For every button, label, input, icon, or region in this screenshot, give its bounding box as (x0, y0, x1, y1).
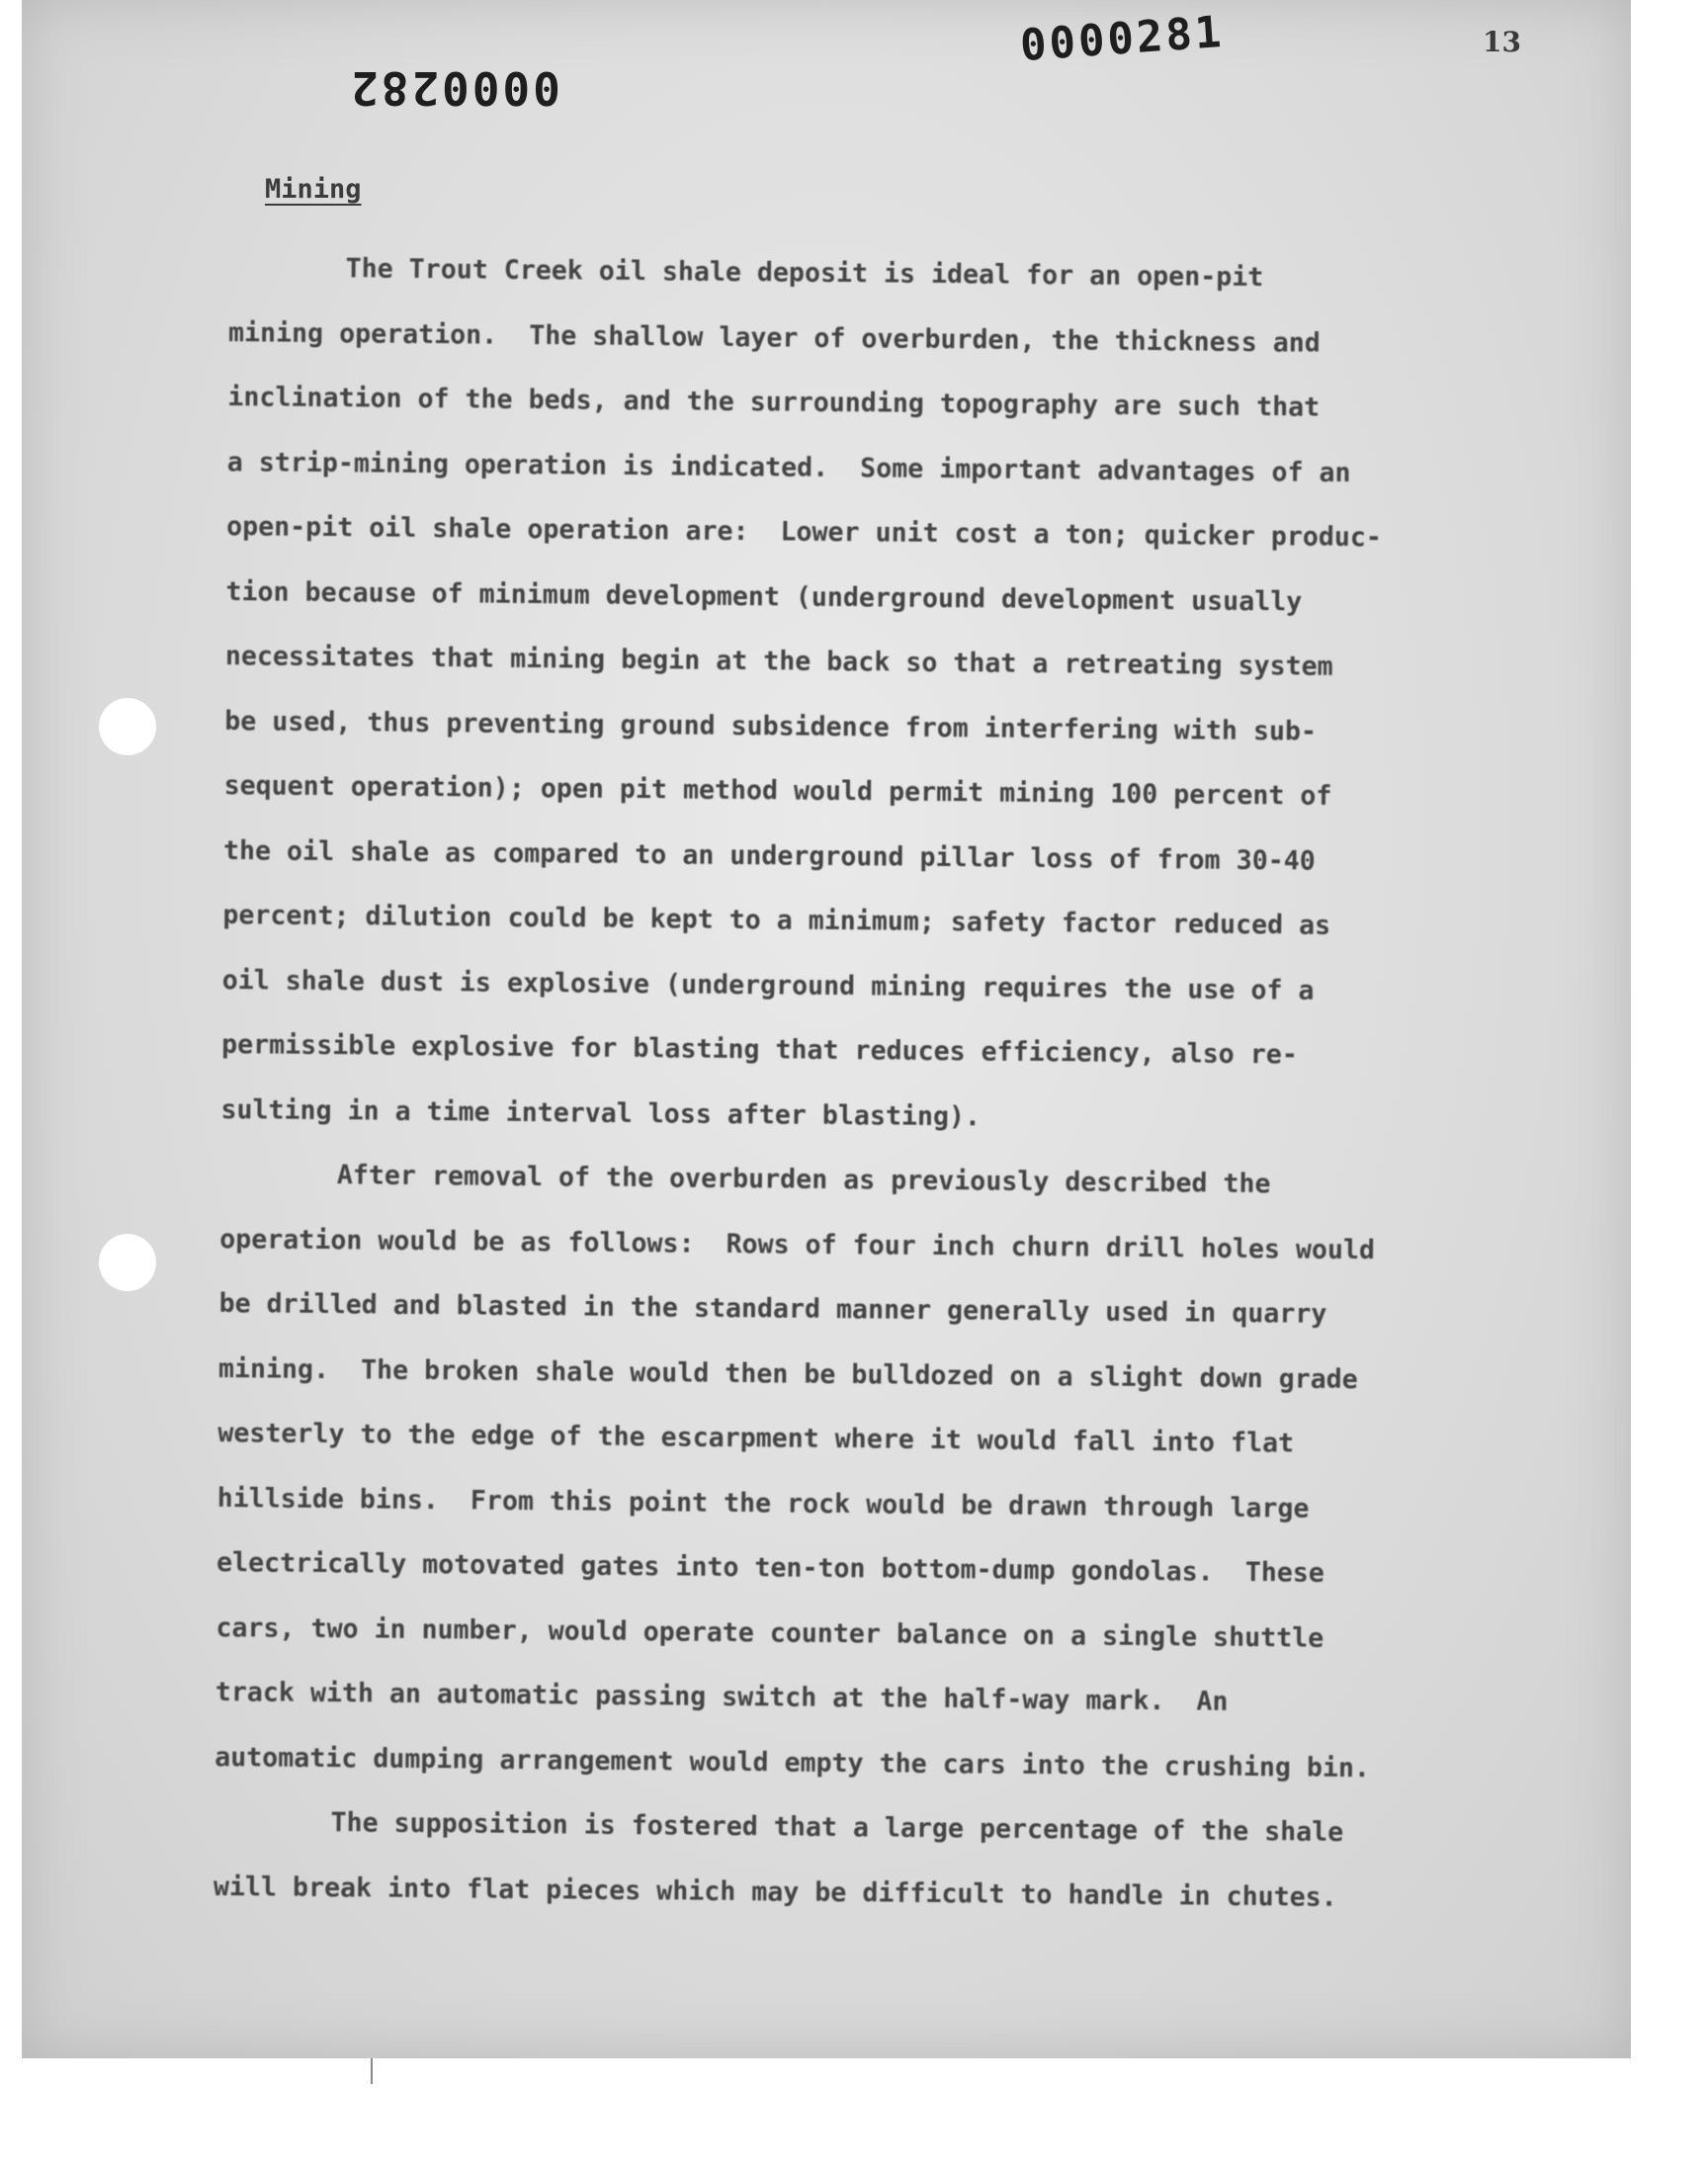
text-line: After removal of the overburden as previously described the (336, 1160, 1271, 1200)
text-line: The Trout Creek oil shale deposit is ideal for an open-pit (345, 253, 1264, 294)
bates-stamp-top: 0000281 (1018, 6, 1226, 72)
text-line: percent; dilution could be kept to a minimum; safety factor reduced as (222, 899, 1331, 941)
text-line: oil shale dust is explosive (underground mining requires the use of a (221, 964, 1315, 1006)
section-heading: Mining (265, 174, 362, 205)
text-line: hillside bins. From this point the rock would be drawn through large (216, 1482, 1310, 1524)
text-line: track with an automatic passing switch at the half-way mark. An (214, 1676, 1229, 1717)
text-line: electrically motovated gates into ten-ton bottom-dump gondolas. These (215, 1546, 1324, 1589)
text-line: tion because of minimum development (underground development usually (225, 575, 1303, 617)
text-line: the oil shale as compared to an underground pillar loss of from 30-40 (222, 834, 1316, 877)
body-text (214, 235, 1504, 1931)
text-line: necessitates that mining begin at the back so that a retreating system (224, 640, 1333, 682)
text-line: mining. The broken shale would then be bulldozed on a slight down grade (217, 1352, 1358, 1395)
page-number: 13 (1483, 26, 1521, 58)
text-line: be drilled and blasted in the standard manner generally used in quarry (218, 1287, 1327, 1330)
text-line: be used, thus preventing ground subsidence from interfering with sub- (224, 705, 1318, 747)
text-line: mining operation. The shallow layer of overburden, the thickness and (227, 316, 1321, 359)
text-line: operation would be as follows: Rows of four inch churn drill holes would (219, 1223, 1376, 1265)
text-line: The supposition is fostered that a large percentage of the shale (330, 1807, 1344, 1848)
text-line: a strip-mining operation is indicated. Some important advantages of an (226, 446, 1351, 488)
text-line: inclination of the beds, and the surrounding topography are such that (227, 381, 1321, 423)
punch-hole (99, 1234, 156, 1291)
text-line: will break into flat pieces which may be difficult to handle in chutes. (213, 1870, 1337, 1913)
bates-stamp-inverted: 0000282 (348, 61, 560, 115)
text-line: open-pit oil shale operation are: Lower unit cost a ton; quicker produc- (226, 510, 1383, 554)
text-line: permissible explosive for blasting that reduces efficiency, also re- (220, 1028, 1298, 1071)
text-line: sulting in a time interval loss after blasting). (220, 1093, 982, 1132)
text-line: westerly to the edge of the escarpment where it would fall into flat (217, 1417, 1295, 1459)
scan-margin-mark (371, 2058, 373, 2084)
text-line: sequent operation); open pit method would permit mining 100 percent of (223, 769, 1332, 812)
text-line: cars, two in number, would operate counter balance on a single shuttle (215, 1611, 1324, 1654)
document-page (22, 0, 1631, 2058)
text-line: automatic dumping arrangement would empty the cars into the crushing bin. (214, 1741, 1371, 1784)
punch-hole (99, 698, 156, 755)
